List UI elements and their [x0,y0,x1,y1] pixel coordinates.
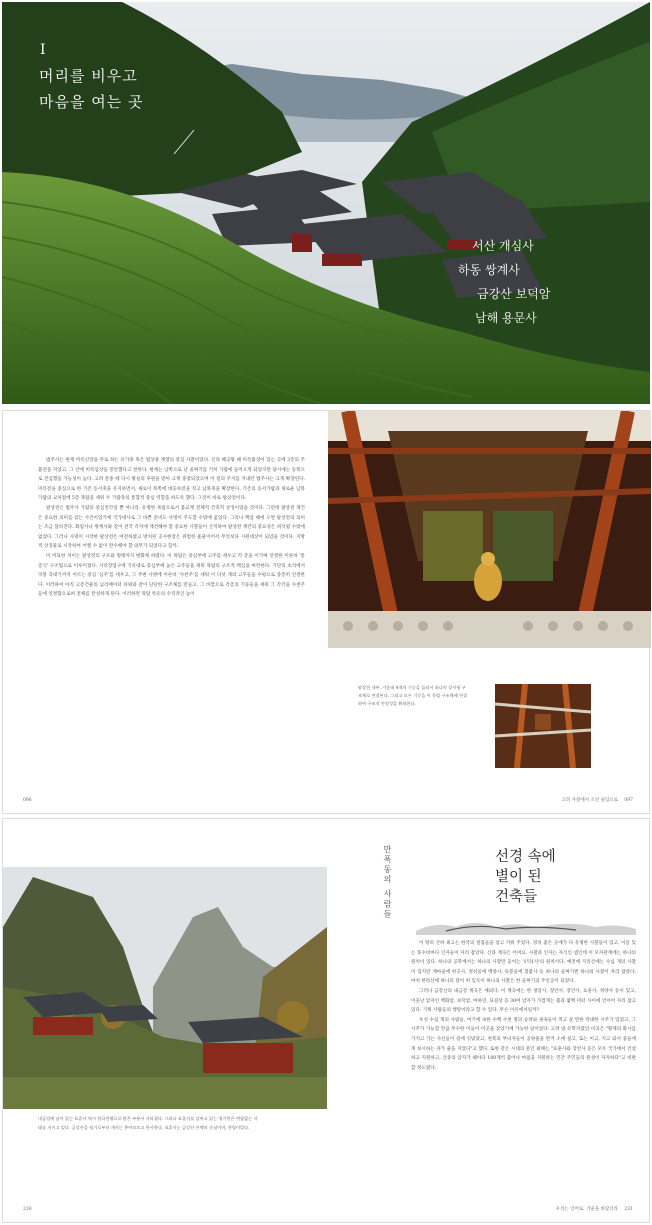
landscape-photo [2,2,650,404]
page-number-left: 096 [23,798,32,803]
hall-interior-photo [328,411,651,648]
chapter-title-line-1: 머리를 비우고 [39,67,138,85]
chapter-title-line-2: 마음을 여는 곳 [39,93,144,111]
running-head: 우리는 언어로, 거울을 바랐더라 [555,1207,618,1212]
running-head-right [556,1206,633,1212]
paragraph: 이 땅의 산하 최고는 한국의 절집들을 낳고 키워 주었다. 경치 좋은 곳에가 다 유명한 사찰들이 있고, 이름 있는 풍수비마다 인자들이 자리 잡았다. 산과 계곡은 어머요, 사찰과 인자는 자식인 셈인데 이 모자관계에는 하나의 원칙이 있다. 하나의 공복에서는 하나의 사찰만 들어는 '1덕1사'의 원칙이다. 예전에 지리산에는 수십 개의 사찰이 있지만 계마골에 한곳사, 정선골에 백종사, 독봉골에 칠불사 등 하나의 골짜기엔 하나의 사찰이 자리 잡았다. 마치 한라산에 하나의 달이 떠 있듯이 하나의 사찰은 한 골짜기의 주인공이 되었다. [411,941,636,985]
structure-detail-photo [495,684,591,768]
paragraph: 팔상전은 법주사 가람의 중심전각일 뿐 아니라, 유명한 목탑으로서 불교계 전체적 건축적 상징이었을 것이다. 그런데 팔상전 재건은 중요한 의미를 갖는 사건이었기에 국가대사로 그 바쁜 준비도 사명이 주도할 수밖에 없었다. 그리나 백암 때에 오면 팔상전의 의미는 조금 달라진다. 화엄사나 쌍계사와 같이 전국 각지에 재건해야 할 중요한 사찰들이 산적하여 팔상전 재건의 중요성은 희석될 수밖에 없었다. 그러나 사명이 시작한 팔상전은 여전하였고 방치된 공사현장은 위험한 흉물이어서 무엇보다 시원대상이 되었을 것이다. 지방적 상징물로 시작하여 어쩔 수 없이 완수해야 할 의무가 되었다고 할까. [38,505,305,550]
running-head: 고려 사찰에서 조선 필업으로 [561,798,618,803]
temple-list [458,234,551,330]
ink-wash-ornament [416,915,636,935]
book-spread-230-231 [2,818,650,1223]
vertical-section-title: 만폭동의 사람들 [383,845,392,920]
section-title-line: 선경 속에 [495,849,556,865]
section-title-line: 별이 된 [495,869,542,885]
page-number-left: 230 [23,1207,32,1212]
section-title-line: 건축들 [495,889,538,905]
temple-item: 서산 개심사 [472,239,534,253]
paragraph: 범주사는 현재 미륵신앙을 주로 하는 유가종 혹은 법상종 계열의 중심 사찰이었다. 신라 혜공왕 때 미륵불상이 있는 곳에 3층의 주불전을 지었고, 그 안에 미륵입상을 봉안했다고 전한다. 현재는 남쪽으로 난 골짜기를 거쳐 가람에 들어오게 되었지만 당시에는 동쪽으로 진입했을 가능성이 높다. 고려 문종 때 다시 왕실의 후원을 받아 크게 중창되었으며 이 절의 주지를 지내던 법주사는 크게 확장된다. 미륵전을 중심으로 한 기존 동서축을 유지하면서, 새로이 북쪽에 대웅보전을 짓고 남북축을 확장한다. 기존의 동서가람과 새로운 남북가람의 교차점에 5층 목탑을 세워 두 가람축의 통합적 중심 역할을 하도록 했다. 그것이 바로 팔상전이다. [38,458,305,502]
section-title [495,847,556,907]
running-head-right [562,797,634,803]
temple-item: 하동 쌍계사 [458,263,520,277]
paragraph: 우선 수십 개의 사람들, 여기에 속한 수백 수천 명의 승려와 권속들이 먹고 살 만한 막대한 시주가 있었고, 그 시주가 가능할 만큼 무수한 이들이 이곳을 찾았기에 가능한 일이었다. 고려 말 유학자였던 이곡은 "황제의 화사를 가지고 가는 사신들이 길에 잇닿았고, 천북의 부녀자들이 공양물을 반겨 소에 실고, 또는 이고, 지고 와서 중들에게 보시하는 자가 줄을 지었다"고 했다. 또한 같은 시대의 문인 최해는 "표훈사와 장안사 등은 모두 국가에서 건설하고 지원하고, 산중의 암자가 헤아다 100개씩 불어나 마침을 지원하는 민간 주민들의 원성이 자자하다"고 비판할 정도였다. [411,1017,636,1071]
photo-caption: 팔상전 내부. 가운데 4개의 기둥을 둘러서 하나의 상자형 구조체로 연결된다. 그리고 모든 기둥을 이 목탑 구조체에 연결하여 구조적 안정성을 확보한다. [358,685,468,706]
body-text [38,456,305,600]
mountain-temple-photo [3,867,327,1109]
book-spread-096-097 [2,410,650,814]
chapter-number: I [40,42,46,58]
paragraph: 그러나 금강산의 내금강 계곡은 예외다. 이 계곡에는 한 청암사, 장안사, 장안사, 표훈사, 정양사 등이 있고, 이웃난 암자인 백화암, 보덕암, 마하연, 묘길상 등 30여 암자가 가깝게는 불과 몇백 미터 사이에 언이어 자리 잡고 있다. 기획 사람들의 행랑이라고 할 수 있다. 무슨 이유에서일까? [411,988,636,1014]
page-number-right: 231 [624,1207,633,1212]
paragraph: 이 미묘한 차이는 팔상전의 구조와 형태까지 변화케 하였다. 이 목탑은 중심부에 고주를 세우고 각 층을 이가며 연결한 이른바 '통층식' 구조법으로 이루어졌다. 사리장엄구에 기록대로 중심부에 높은 고주들을 세워 목탑의 구조적 핵심을 마련한다. 기단의 초석에서 지붕 꼭대기까지 이르는 중심 '심주'를 세우고, 그 주변 사방에 이른바 '사천주'를 세워 이 다섯 개의 고주들을 수평으로 충층히 연결한다. 이러하여 아직 고층건물의 넘리베이터 타워와 같이 단단한 구조체를 만들고, 그 바깥으로 각층의 기둥들을 세워 그 각각을 사천주들에 연결함으로써 전체를 완성하게 된다. 이러하면 목탑 특유의 수직적인 높이 [38,553,305,598]
cover-spread [2,2,650,404]
body-text [411,939,636,1073]
page-number-right: 097 [624,798,633,803]
temple-item: 금강산 보덕암 [477,287,551,301]
photo-caption: 내금강에 남아 있는 표훈사 역시 한국전쟁으로 많은 부분이 사라졌다. 그러나 표훈사를 감싸고 있는 평기봉은 변함없는 자태를 자키고 있다. 금강산을 평기로부터 개사는 봉어모르고 한사한다. 표훈사는 금강산 산맥의 중심이며, 총림이었다. [38,1116,258,1130]
temple-item: 남해 용문사 [475,311,537,325]
